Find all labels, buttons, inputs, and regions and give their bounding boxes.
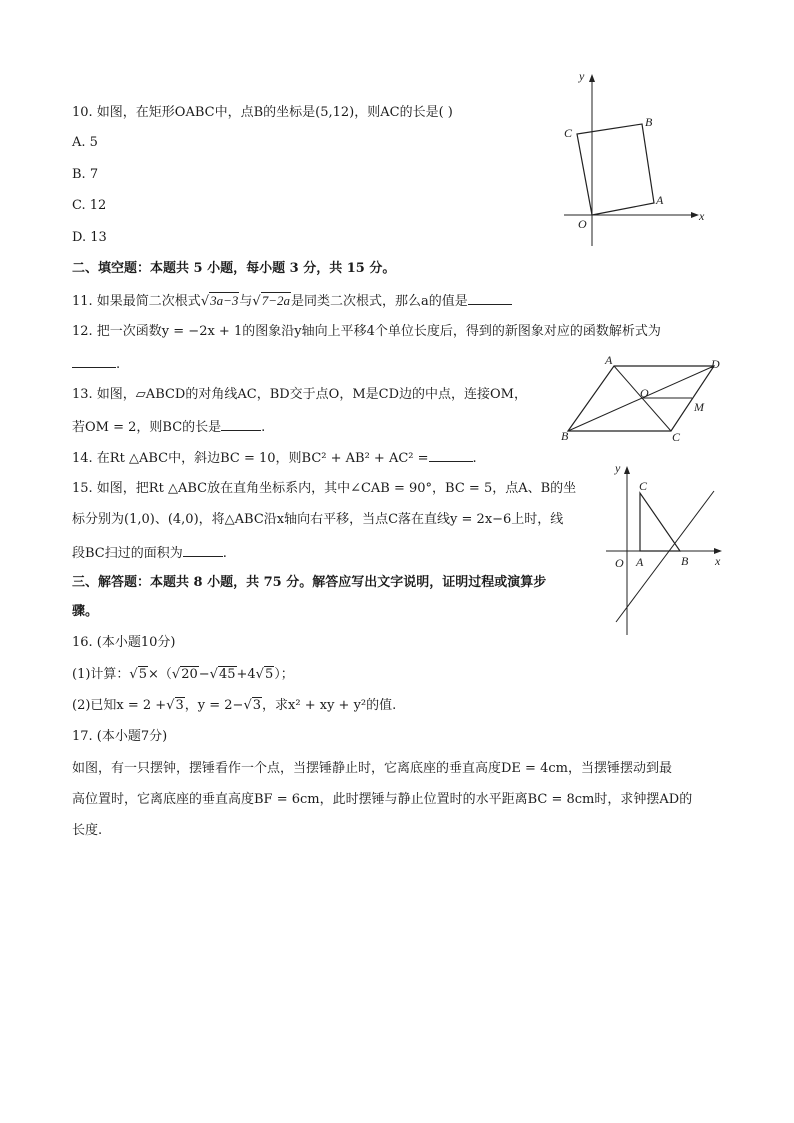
q16-p1-times: ×（ [148, 667, 172, 682]
q14-end: . [472, 451, 477, 466]
q15-answer-blank[interactable] [183, 543, 223, 557]
q11: 11. 如果最简二次根式√3a−3与√7−2a是同类二次根式，那么a的值是 [72, 291, 512, 311]
q13-line1: 13. 如图，▱ABCD的对角线AC，BD交于点O，M是CD边的中点，连接OM， [72, 387, 527, 402]
q16-p2-pre: (2)已知x = 2 + [72, 698, 167, 713]
q16-p1-pre: (1)计算： [72, 667, 130, 682]
q12-line1: 12. 把一次函数y = −2x + 1的图象沿y轴向上平移4个单位长度后，得到的新图象对应的函数解析式为 [72, 324, 661, 339]
q13-fig-d-label: D [711, 357, 720, 371]
q10-option-c: C. 12 [72, 198, 107, 213]
q11-radical-2: 7−2a [261, 293, 290, 308]
q11-mid: 与 [239, 294, 253, 309]
q15-fig-b-label: B [681, 554, 689, 568]
q14 [72, 448, 477, 468]
q14-answer-blank[interactable] [429, 448, 473, 462]
q16-p2-mid: ，y = 2− [184, 698, 244, 713]
q15-fig-x-label: x [715, 554, 721, 568]
q16-p2-post: ，求x² + xy + y²的值. [262, 698, 397, 713]
q15-fig-y-label: y [615, 461, 621, 475]
q15-figure [602, 460, 732, 640]
q15-line3 [72, 543, 227, 563]
q16-p1-radical-c: 45 [218, 667, 236, 682]
q16-p1-radical-d: 5 [264, 667, 274, 682]
q16-p1-minus: − [198, 667, 210, 682]
q15-line3-text: 段BC扫过的面积为 [72, 546, 183, 561]
q15-fig-o-label: O [615, 556, 624, 570]
q17-line2: 高位置时，它离底座的垂直高度BF = 6cm，此时摆锤与静止位置时的水平距离BC = 8cm时，求钟摆AD的 [72, 792, 693, 807]
q13-fig-m-label: M [694, 400, 704, 414]
q13-fig-o-label: O [640, 386, 649, 400]
q17-line3: 长度. [72, 823, 103, 838]
q16-p1-plus: +4 [236, 667, 256, 682]
q12-answer-blank[interactable] [72, 354, 116, 368]
q13-end: . [261, 420, 266, 435]
q11-radical-1: 3a−3 [210, 293, 239, 308]
q16-part1: (1)计算：√5×（√20−√45+4√5）； [72, 667, 294, 682]
q13-figure [556, 355, 736, 450]
q16-p1-radical-a: 5 [138, 667, 147, 682]
q10-option-b: B. 7 [72, 167, 99, 182]
q10-option-a: A. 5 [72, 135, 98, 150]
q15-line2: 标分别为(1,0)、(4,0)，将△ABC沿x轴向右平移，当点C落在直线y = 2x−6上时，线 [72, 512, 564, 527]
q12-line2 [72, 354, 120, 374]
q16-p2-radical-1: 3 [175, 698, 184, 713]
q12-end: . [116, 357, 121, 372]
q11-pre: 11. 如果最简二次根式 [72, 294, 201, 309]
q17-line1: 如图，有一只摆钟，摆锤看作一个点，当摆锤静止时，它离底座的垂直高度DE = 4cm，当摆锤摆动到最 [72, 761, 672, 776]
section-3-heading-line2: 骤。 [72, 604, 99, 619]
q16-part2: (2)已知x = 2 +√3，y = 2−√3，求x² + xy + y²的值. [72, 698, 397, 713]
q14-text: 14. 在Rt △ABC中，斜边BC = 10，则BC² + AB² + AC² = [72, 451, 429, 466]
q10-fig-x-label: x [699, 209, 705, 223]
q10-fig-y-label: y [579, 69, 585, 83]
section-2-heading: 二、填空题：本题共 5 小题，每小题 3 分，共 15 分。 [72, 261, 396, 276]
q10-fig-o-label: O [578, 217, 587, 231]
q13-line2 [72, 417, 265, 437]
q13-fig-a-label: A [605, 353, 613, 367]
q15-fig-c-label: C [639, 479, 648, 493]
q10-fig-c-label: C [564, 126, 573, 140]
q13-line2-text: 若OM = 2，则BC的长是 [72, 420, 222, 435]
q11-post: 是同类二次根式，那么a的值是 [290, 294, 468, 309]
q10-fig-b-label: B [645, 115, 653, 129]
q13-answer-blank[interactable] [221, 417, 261, 431]
q11-answer-blank[interactable] [468, 291, 512, 305]
q16-p2-radical-2: 3 [252, 698, 262, 713]
q10-stem: 10. 如图，在矩形OABC中，点B的坐标是(5,12)，则AC的长是( ) [72, 105, 453, 120]
q10-fig-a-label: A [656, 193, 664, 207]
q10-option-d: D. 13 [72, 230, 107, 245]
q16-p1-post: ）； [274, 667, 294, 682]
q15-fig-a-label: A [636, 555, 644, 569]
q16-heading: 16. (本小题10分) [72, 635, 176, 650]
q17-heading: 17. (本小题7分) [72, 729, 168, 744]
section-3-heading-line1: 三、解答题：本题共 8 小题，共 75 分。解答应写出文字说明，证明过程或演算步 [72, 575, 547, 590]
q16-p1-radical-b: 20 [181, 667, 198, 682]
q13-fig-b-label: B [561, 429, 569, 443]
q10-figure [560, 70, 710, 250]
q15-line1: 15. 如图，把Rt △ABC放在直角坐标系内，其中∠CAB = 90°，BC = 5，点A、B的坐 [72, 481, 577, 496]
q13-fig-c-label: C [672, 430, 681, 444]
q15-end: . [222, 546, 227, 561]
